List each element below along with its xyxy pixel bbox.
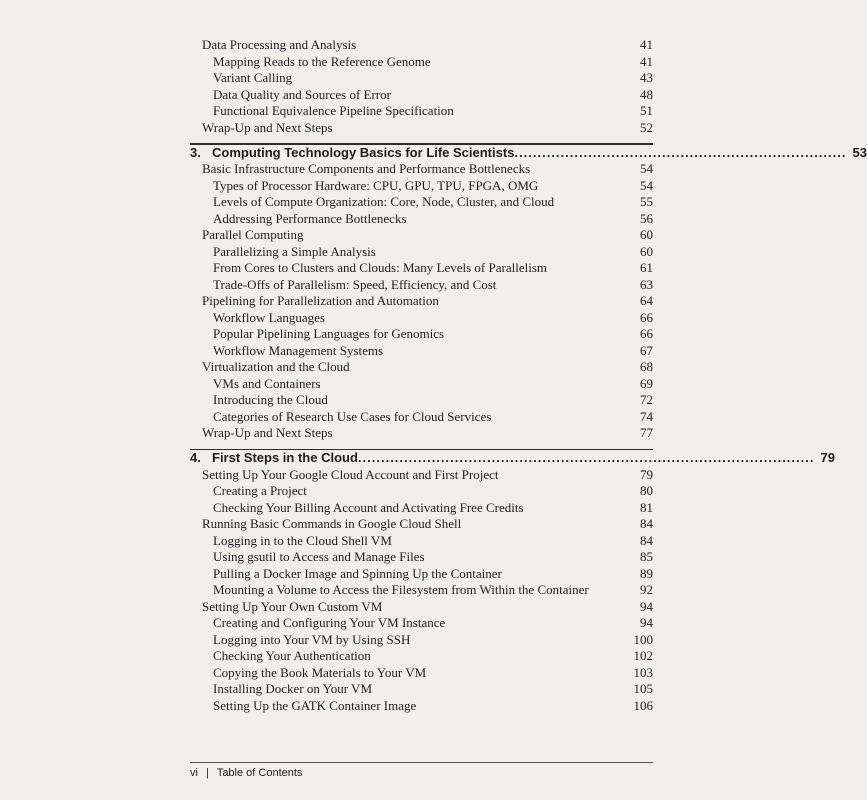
toc-entry [190,178,653,195]
toc-entry-title: Wrap-Up and Next Steps [202,425,333,440]
toc-entry [190,409,653,426]
toc-entry [190,392,653,409]
toc-entry [190,161,653,178]
chapter-3-leader-dots: ........................................................................ [514,144,847,160]
toc-entry [190,632,653,649]
toc-entry-title: Data Processing and Analysis [202,37,357,52]
toc-entry [190,310,653,327]
footer-page-number: vi [190,767,198,779]
toc-entry [190,359,653,376]
toc-entry-page: 63 [640,276,653,292]
toc-entry-page: 69 [640,375,653,391]
toc-entry-title: Addressing Performance Bottlenecks [213,210,407,226]
toc-entry-page: 80 [640,483,653,498]
toc-entry-title: Copying the Book Materials to Your VM [213,664,427,680]
toc-entry [190,120,653,137]
toc-entry-title: Checking Your Authentication [213,648,371,663]
chapter-4-heading [190,450,835,467]
toc-entry-page: 43 [640,70,653,85]
chapter-4-leader-dots: ................................................................................................... [357,450,815,465]
toc-entry-page: 105 [633,681,653,696]
toc-entry-page: 56 [640,210,653,226]
toc-entry [190,582,653,599]
toc-entry-title: Creating a Project [213,483,307,498]
toc-entry-title: Workflow Management Systems [213,342,384,358]
toc-entry [190,194,653,211]
toc-entry [190,615,653,632]
chapter-3-title: Computing Technology Basics for Life Scientists [212,144,515,160]
toc-entry-title: Virtualization and the Cloud [202,359,350,374]
chapter-3-entries [190,161,653,442]
toc-entry-title: Pulling a Docker Image and Spinning Up the Container [213,565,502,581]
toc-entry [190,277,653,294]
toc-entry-page: 81 [640,499,653,515]
toc-entry-title: Logging in to the Cloud Shell VM [213,532,392,548]
toc-section-top [190,37,653,136]
toc-entry-title: Installing Docker on Your VM [213,681,373,696]
toc-entry-page: 52 [640,119,653,135]
toc-entry-title: From Cores to Clusters and Clouds: Many Levels of Parallelism [213,260,547,275]
toc-entry [190,244,653,261]
toc-entry-title: Mounting a Volume to Access the Filesystem from Within the Container [213,582,589,597]
toc-entry [190,54,653,71]
toc-entry [190,533,653,550]
toc-entry [190,467,653,484]
toc-entry-page: 103 [633,664,653,680]
toc-entry [190,376,653,393]
toc-entry [190,260,653,277]
toc-entry-title: Data Quality and Sources of Error [213,86,391,102]
toc-entry [190,599,653,616]
toc-entry-page: 85 [640,549,653,564]
toc-entry-title: Trade-Offs of Parallelism: Speed, Efficiency, and Cost [213,276,497,292]
footer-section-title: Table of Contents [216,767,303,779]
toc-entry [190,648,653,665]
chapter-3-number: 3. [190,144,201,160]
toc-entry-title: Levels of Compute Organization: Core, Node, Cluster, and Cloud [213,194,555,209]
toc-entry-page: 84 [640,532,653,548]
toc-entry-page: 74 [640,408,653,424]
page-footer [190,762,653,779]
chapter-4-number: 4. [190,450,201,465]
toc-entry-page: 89 [640,565,653,581]
toc-entry-title: Parallelizing a Simple Analysis [213,243,376,259]
toc-entry-title: Creating and Configuring Your VM Instance [213,615,446,630]
toc-entry [190,87,653,104]
toc-entry [190,37,653,54]
chapter-4-page: 79 [820,450,835,465]
toc-entry-page: 77 [640,425,653,440]
toc-entry-page: 66 [640,309,653,325]
toc-entry-page: 61 [640,260,653,275]
toc-entry-title: Logging into Your VM by Using SSH [213,631,411,647]
toc-entry-page: 100 [633,631,653,647]
footer-separator: | [205,767,209,779]
toc-entry-title: Running Basic Commands in Google Cloud Shell [202,516,462,531]
toc-entry-page: 48 [640,86,653,102]
toc-entry-page: 51 [640,103,653,118]
toc-entry-title: Categories of Research Use Cases for Cloud Services [213,408,492,424]
toc-entry-title: Workflow Languages [213,309,325,325]
toc-entry [190,211,653,228]
toc-entry-title: Pipelining for Parallelization and Automation [202,293,439,308]
toc-entry-title: Using gsutil to Access and Manage Files [213,549,425,564]
toc-entry-title: Checking Your Billing Account and Activating Free Credits [213,499,524,515]
toc-entry-title: Popular Pipelining Languages for Genomics [213,326,445,341]
chapter-4-title: First Steps in the Cloud [212,450,358,465]
toc-entry [190,681,653,698]
toc-entry-title: Mapping Reads to the Reference Genome [213,53,431,69]
toc-entry-page: 54 [640,177,653,193]
toc-entry-title: Setting Up the GATK Container Image [213,697,417,713]
toc-entry [190,698,653,715]
toc-entry-page: 64 [640,293,653,308]
toc-entry [190,293,653,310]
toc-entry-page: 92 [640,582,653,597]
chapter-3-heading [190,144,867,162]
toc-entry [190,343,653,360]
toc-entry-title: Types of Processor Hardware: CPU, GPU, TPU, FPGA, OMG [213,177,539,193]
toc-entry-title: Basic Infrastructure Components and Performance Bottlenecks [202,161,531,176]
toc-entry-title: Wrap-Up and Next Steps [202,119,333,135]
toc-entry-title: Parallel Computing [202,227,304,242]
toc-entry-title: Functional Equivalence Pipeline Specification [213,103,454,118]
toc-entry-page: 60 [640,227,653,242]
toc-entry-page: 67 [640,342,653,358]
table-of-contents [190,37,867,714]
toc-entry [190,483,653,500]
toc-entry-title: Setting Up Your Google Cloud Account and First Project [202,466,499,482]
chapter-4-entries [190,467,653,715]
toc-entry [190,326,653,343]
toc-entry-page: 55 [640,194,653,209]
toc-entry [190,227,653,244]
toc-entry [190,70,653,87]
toc-entry-title: Introducing the Cloud [213,392,328,407]
toc-entry [190,549,653,566]
toc-entry-page: 68 [640,359,653,374]
toc-entry-title: Setting Up Your Own Custom VM [202,598,383,614]
toc-entry-page: 41 [640,53,653,69]
toc-entry-page: 84 [640,516,653,531]
toc-entry-page: 102 [633,648,653,663]
toc-entry [190,425,653,442]
toc-entry-page: 66 [640,326,653,341]
toc-entry-page: 60 [640,243,653,259]
toc-entry-page: 79 [640,466,653,482]
toc-entry [190,566,653,583]
toc-entry-page: 94 [640,598,653,614]
toc-entry-page: 41 [640,37,653,52]
toc-entry [190,500,653,517]
toc-entry-page: 94 [640,615,653,630]
toc-entry [190,665,653,682]
toc-entry [190,516,653,533]
toc-entry-page: 54 [640,161,653,176]
toc-entry [190,103,653,120]
toc-entry-page: 106 [633,697,653,713]
toc-entry-title: VMs and Containers [213,375,321,391]
toc-entry-title: Variant Calling [213,70,293,85]
chapter-3-page: 53 [852,144,867,160]
toc-entry-page: 72 [640,392,653,407]
